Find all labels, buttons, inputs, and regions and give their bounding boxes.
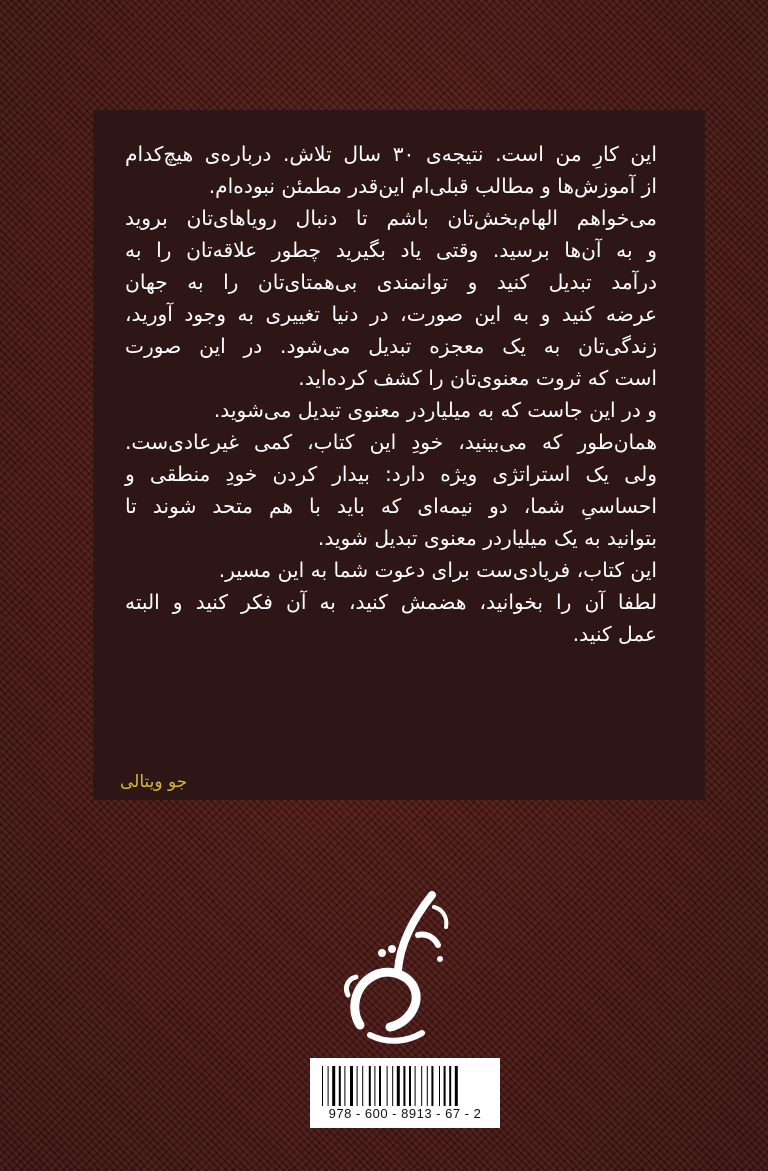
barcode-bar bbox=[332, 1066, 335, 1106]
barcode-bar bbox=[350, 1066, 353, 1106]
barcode-bar bbox=[387, 1066, 388, 1106]
barcode-bar bbox=[392, 1066, 393, 1106]
barcode-bar bbox=[427, 1066, 428, 1106]
body-line: ولی یک استراتژی ویژه دارد: بیدار کردن خودِ منطقی و bbox=[125, 462, 657, 486]
body-line: احساسیِ شما، دو نیمه‌ای که باید با هم متحد شوند تا bbox=[125, 494, 657, 518]
barcode-bar bbox=[362, 1066, 363, 1106]
barcode-bars bbox=[322, 1066, 488, 1106]
barcode-bar bbox=[449, 1066, 451, 1106]
body-line: بتوانید به یک میلیاردر معنوی تبدیل شوید. bbox=[317, 526, 657, 550]
body-line: درآمد تبدیل کنید و توانمندی بی‌همتای‌تان را به جهان bbox=[125, 270, 657, 294]
body-line: زندگی‌تان به یک معجزه تبدیل می‌شود. در این صورت bbox=[125, 334, 657, 358]
barcode-bar bbox=[357, 1066, 358, 1106]
barcode-bar bbox=[439, 1066, 440, 1106]
body-line: می‌خواهم الهام‌بخش‌تان باشم تا دنبال رویاهای‌تان بروید bbox=[125, 206, 657, 230]
isbn-number: 978 - 600 - 8913 - 67 - 2 bbox=[328, 1106, 482, 1121]
body-line: عرضه کنید و به این صورت، در دنیا تغییری به وجود آورید، bbox=[125, 302, 657, 326]
barcode-bar bbox=[369, 1066, 371, 1106]
publisher-logo-icon bbox=[330, 875, 460, 1060]
body-line: و به آن‌ها برسید. وقتی یاد بگیرید چطور علاقه‌تان را به bbox=[125, 238, 657, 262]
barcode-bar bbox=[403, 1066, 405, 1106]
barcode-bar bbox=[431, 1066, 433, 1106]
body-line: لطفا آن را بخوانید، هضمش کنید، به آن فکر کنید و البته bbox=[125, 590, 657, 614]
back-cover-text-panel bbox=[93, 110, 705, 800]
body-line: و در این جاست که به میلیاردر معنوی تبدیل می‌شوید. bbox=[213, 398, 657, 422]
barcode-bar bbox=[339, 1066, 341, 1106]
barcode-bar bbox=[415, 1066, 416, 1106]
barcode-bar bbox=[374, 1066, 375, 1106]
barcode-bar bbox=[455, 1066, 458, 1106]
barcode-bar bbox=[344, 1066, 345, 1106]
barcode-bar bbox=[444, 1066, 446, 1106]
body-line: است که ثروت معنوی‌تان را کشف کرده‌اید. bbox=[298, 366, 657, 390]
body-line: این کتاب، فریادی‌ست برای دعوت شما به این مسیر. bbox=[218, 558, 657, 582]
barcode-bar bbox=[322, 1066, 323, 1106]
barcode-bar bbox=[379, 1066, 381, 1106]
barcode-bar bbox=[328, 1066, 329, 1106]
barcode-bar bbox=[409, 1066, 411, 1106]
body-line: عمل کنید. bbox=[572, 622, 657, 646]
barcode-bar bbox=[421, 1066, 422, 1106]
body-line: این کارِ من است. نتیجه‌ی ۳۰ سال تلاش. درباره‌ی هیچ‌کدام bbox=[125, 142, 658, 166]
body-line: همان‌طور که می‌بینید، خودِ این کتاب، کمی غیرعادی‌ست. bbox=[125, 430, 657, 454]
isbn-barcode bbox=[310, 1058, 500, 1128]
body-line: از آموزش‌ها و مطالب قبلی‌ام این‌قدر مطمئن نبوده‌ام. bbox=[208, 174, 657, 198]
publisher-logo bbox=[330, 875, 460, 1060]
author-name: جو ویتالی bbox=[120, 772, 188, 792]
barcode-bar bbox=[397, 1066, 400, 1106]
